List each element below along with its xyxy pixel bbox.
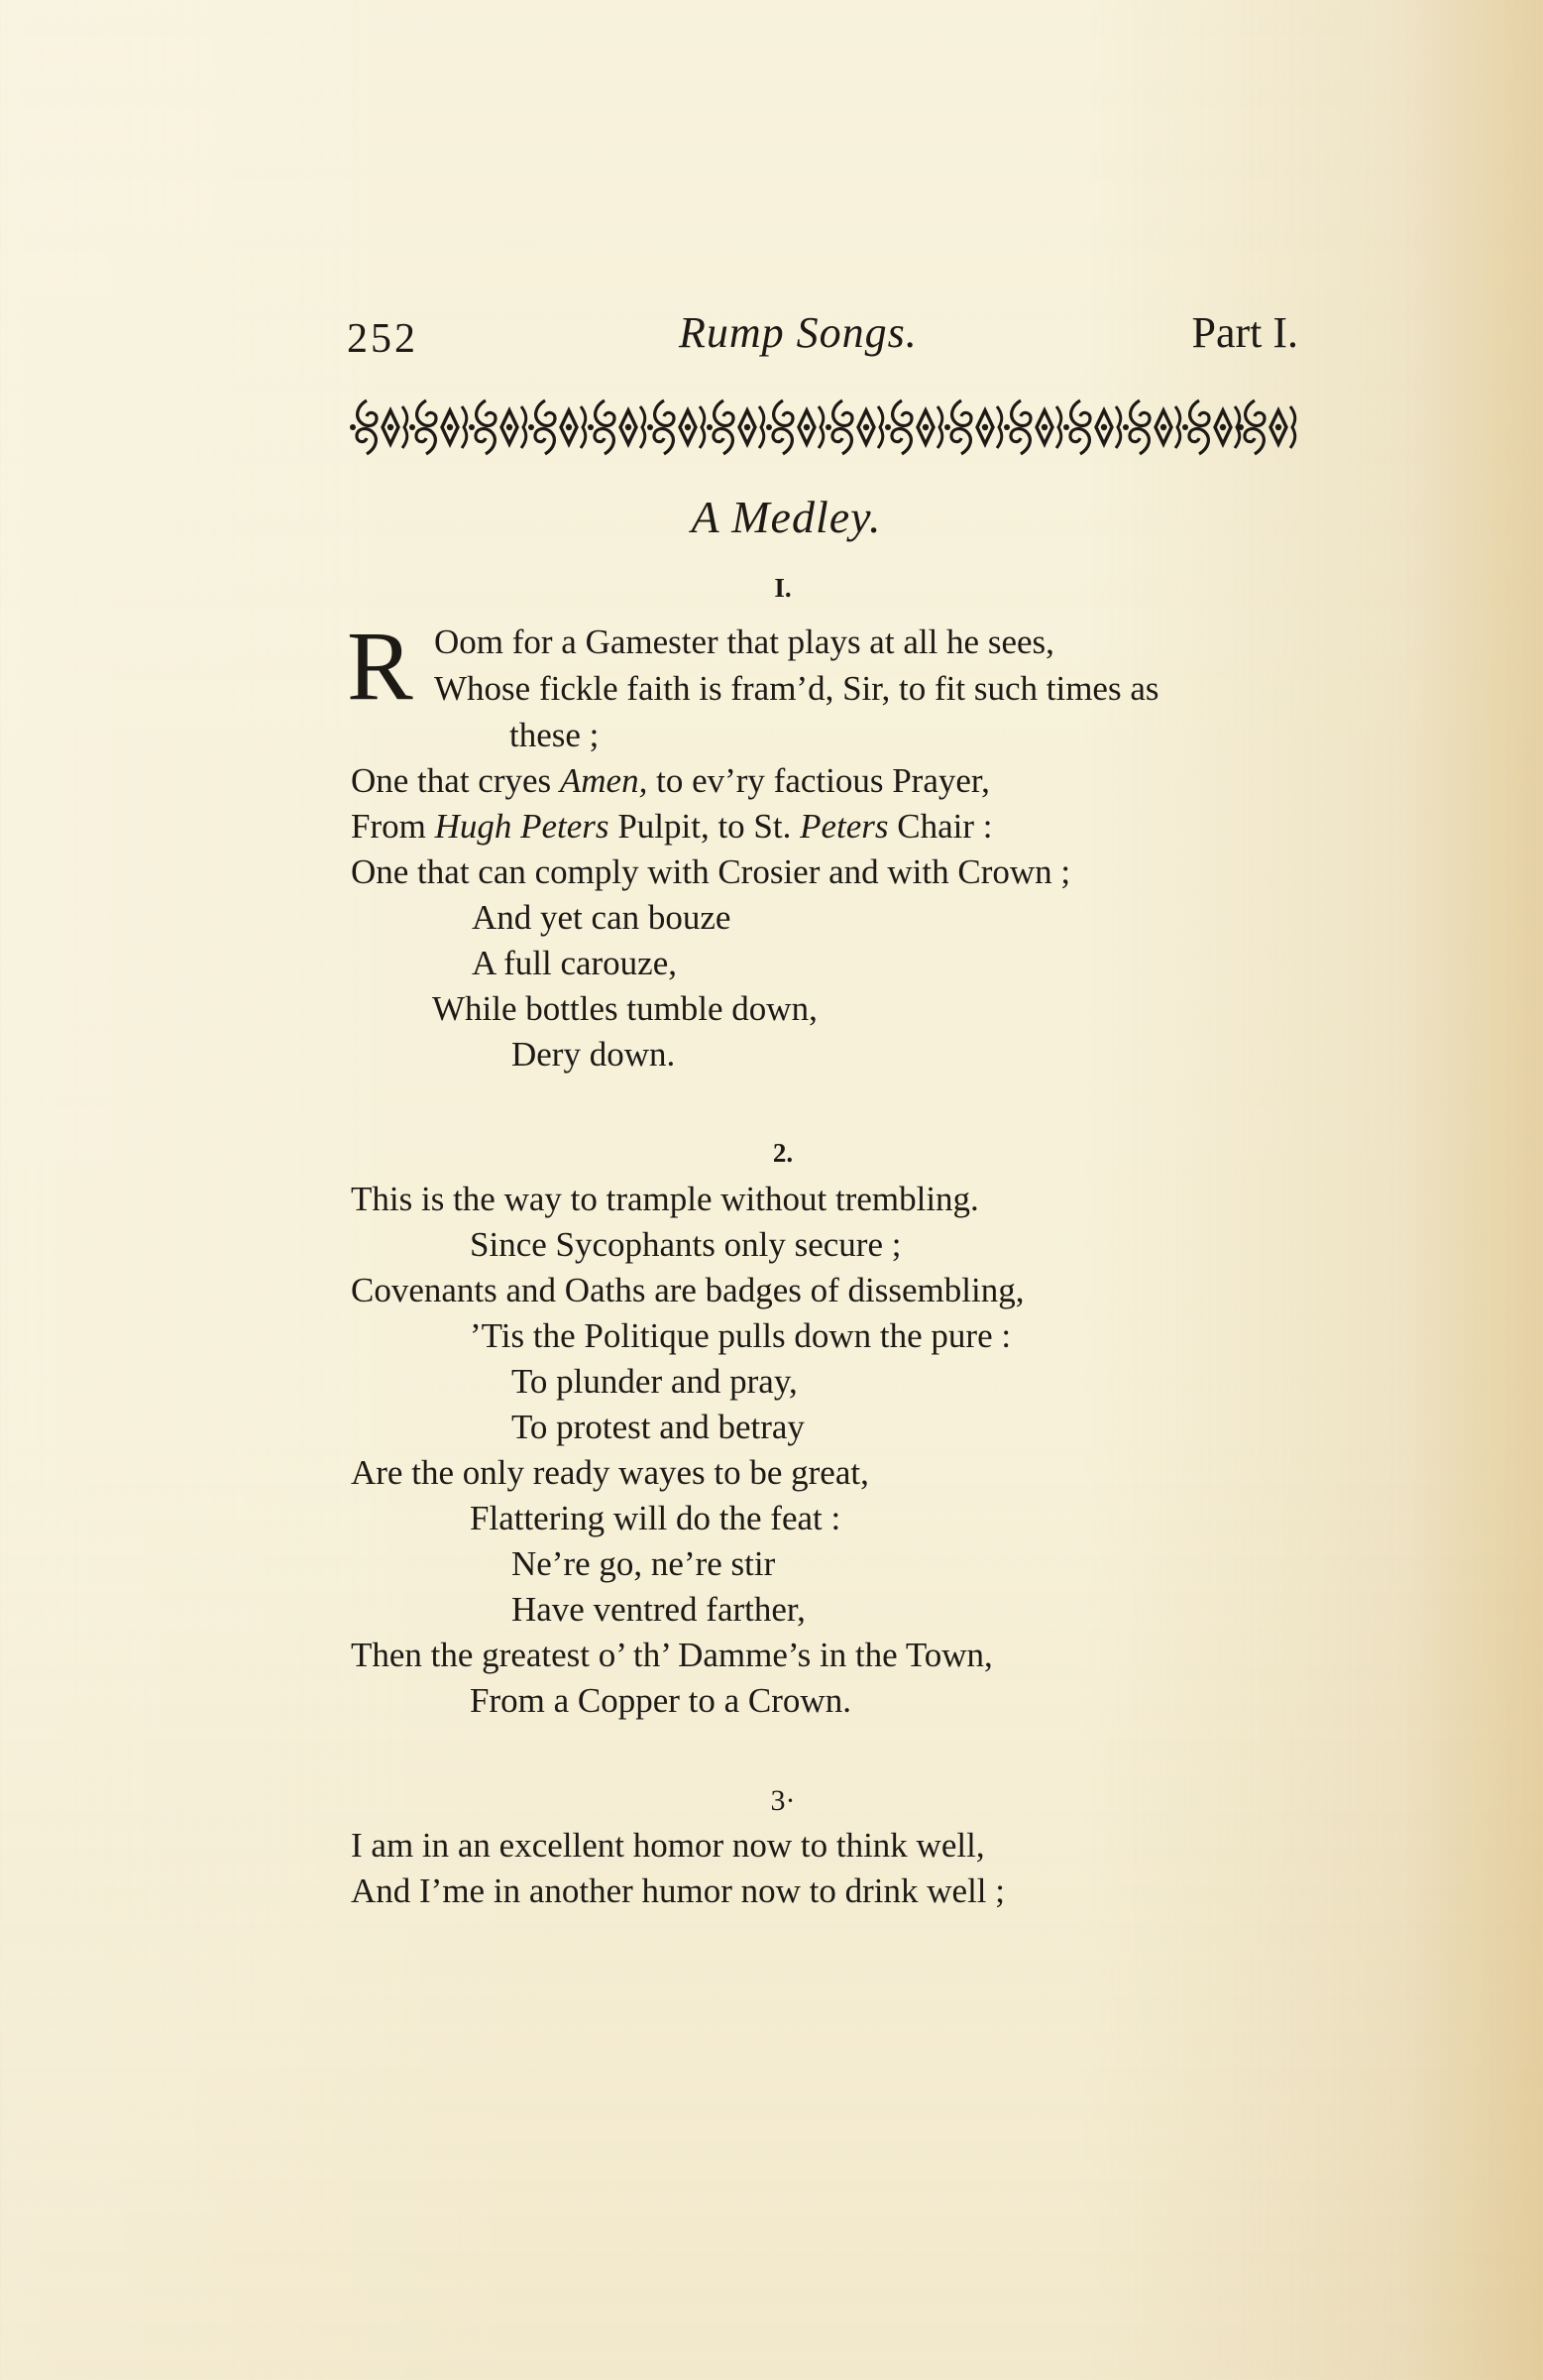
part-label: Part I. — [1191, 308, 1298, 357]
italic-name: Peters — [800, 807, 889, 846]
italic-word: Amen, — [559, 761, 648, 800]
poem-line: To plunder and pray, — [511, 1362, 798, 1401]
stanza-number: 2. — [772, 1138, 794, 1168]
poem-line: Ne’re go, ne’re stir — [511, 1544, 776, 1583]
paper-edge-stain — [1404, 0, 1543, 2380]
stanza-number: I. — [774, 573, 792, 603]
poem-line: This is the way to trample without trembling. — [351, 1180, 979, 1218]
poem-line: I am in an excellent homor now to think well, — [351, 1826, 985, 1865]
poem-line: ’Tis the Politique pulls down the pure : — [470, 1316, 1012, 1355]
poem-title: A Medley. — [691, 492, 882, 542]
poem-line: And I’me in another humor now to drink well ; — [351, 1871, 1006, 1910]
poem-line: To protest and betray — [511, 1408, 805, 1446]
poem-line: Whose fickle faith is fram’d, Sir, to fit such times as — [434, 669, 1159, 708]
poem-line: One that can comply with Crosier and with Crown ; — [351, 852, 1071, 891]
poem-line: Oom for a Gamester that plays at all he sees, — [434, 623, 1054, 661]
poem-line: While bottles tumble down, — [432, 989, 818, 1028]
poem-line: A full carouze, — [472, 944, 677, 982]
poem-line: Flattering will do the feat : — [470, 1499, 841, 1537]
poem-line: Dery down. — [511, 1035, 676, 1074]
poem-line: Since Sycophants only secure ; — [470, 1225, 902, 1264]
poem-line: these ; — [509, 716, 600, 754]
stanza-number: 3· — [770, 1784, 796, 1817]
italic-name: Hugh Peters — [434, 807, 609, 846]
poem-line: And yet can bouze — [472, 898, 731, 937]
poem-line: Then the greatest o’ th’ Damme’s in the Town, — [351, 1636, 993, 1674]
fleuron-band-ornament-icon — [347, 397, 1298, 458]
page-number: 252 — [347, 316, 418, 362]
poem-line: One that cryes Amen, to ev’ry factious Prayer, — [351, 761, 990, 800]
running-head — [347, 307, 1298, 367]
drop-cap: R — [347, 611, 413, 721]
poem-line: Covenants and Oaths are badges of dissembling, — [351, 1271, 1025, 1309]
poem-line: From Hugh Peters Pulpit, to St. Peters Chair : — [351, 807, 993, 846]
poem-line: Are the only ready wayes to be great, — [351, 1453, 869, 1492]
poem-line: Have ventred farther, — [511, 1590, 806, 1629]
running-title: Rump Songs. — [679, 308, 918, 357]
poem-line: From a Copper to a Crown. — [470, 1681, 851, 1720]
